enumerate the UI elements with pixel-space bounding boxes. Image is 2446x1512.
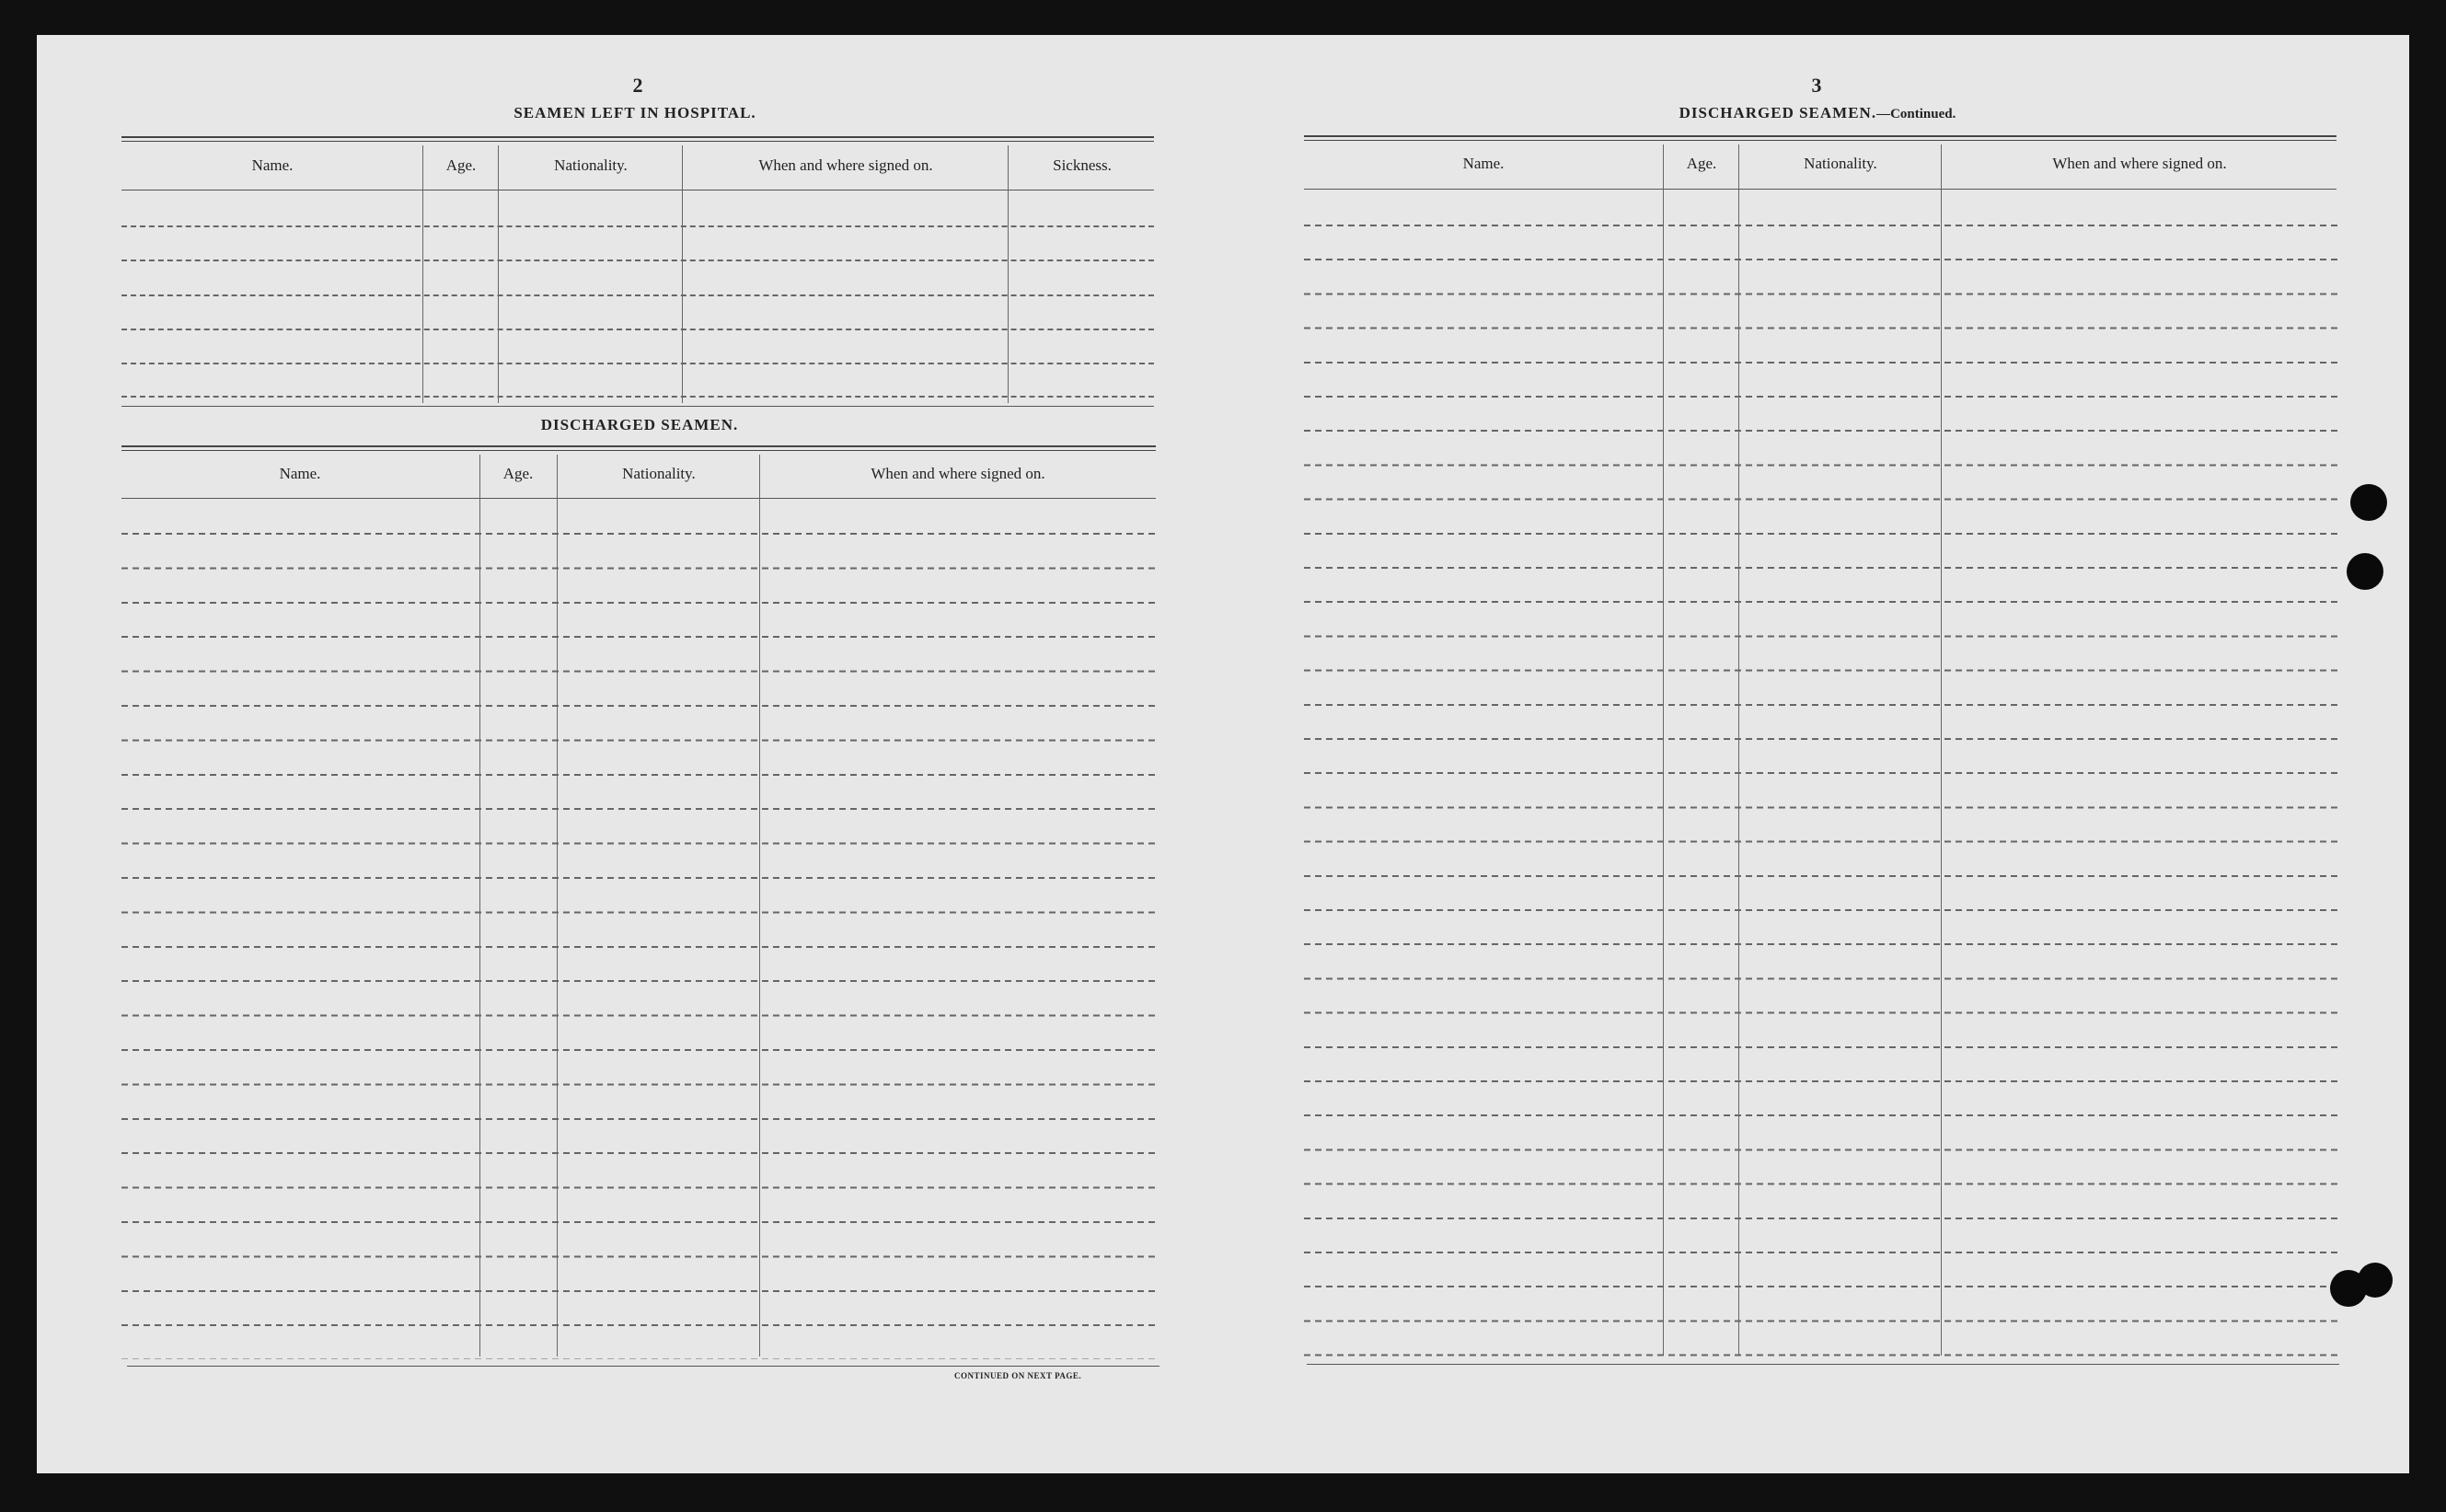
hospital-col-divider bbox=[498, 145, 499, 403]
right-page-number: 3 bbox=[1811, 74, 1822, 97]
continued-note: CONTINUED ON NEXT PAGE. bbox=[954, 1371, 1082, 1380]
discharged-col-name: Name. bbox=[279, 465, 321, 482]
hospital-entry-line bbox=[121, 396, 1154, 398]
discharged-col-nationality: Nationality. bbox=[622, 465, 696, 482]
right-top-rule bbox=[1304, 135, 2336, 141]
right-title-main: DISCHARGED SEAMEN. bbox=[1679, 104, 1877, 121]
hospital-col-divider bbox=[422, 145, 423, 403]
hospital-col-divider bbox=[1008, 145, 1009, 403]
discharged-section-title: DISCHARGED SEAMEN. bbox=[540, 416, 739, 433]
right-col-signed-on: When and where signed on. bbox=[2052, 155, 2227, 172]
hospital-entry-line bbox=[121, 260, 1154, 261]
discharged-col-age: Age. bbox=[502, 465, 534, 482]
hospital-top-rule bbox=[121, 136, 1154, 142]
punch-hole bbox=[2358, 1263, 2393, 1298]
hospital-col-name: Name. bbox=[251, 156, 294, 174]
hospital-col-signed-on: When and where signed on. bbox=[758, 156, 933, 174]
right-col-nationality: Nationality. bbox=[1804, 155, 1877, 172]
right-entry-lines bbox=[1304, 225, 2338, 1356]
hospital-col-divider bbox=[682, 145, 683, 403]
hospital-section-title: SEAMEN LEFT IN HOSPITAL. bbox=[513, 104, 756, 121]
hospital-entry-line bbox=[121, 294, 1154, 296]
left-page-number: 2 bbox=[632, 74, 643, 97]
hospital-col-sickness: Sickness. bbox=[1053, 156, 1112, 174]
hospital-entry-line bbox=[121, 363, 1154, 364]
hospital-col-nationality: Nationality. bbox=[554, 156, 628, 174]
discharged-top-rule bbox=[121, 445, 1156, 451]
punch-hole bbox=[2347, 553, 2383, 590]
discharged-entry-lines bbox=[121, 533, 1158, 1359]
hospital-bottom-rule bbox=[121, 406, 1154, 407]
hospital-entry-line bbox=[121, 225, 1154, 227]
right-col-age: Age. bbox=[1686, 155, 1717, 172]
right-header-rule bbox=[1304, 189, 2336, 190]
discharged-col-signed-on: When and where signed on. bbox=[871, 465, 1045, 482]
punch-hole bbox=[2350, 484, 2387, 521]
right-title-continued: —Continued. bbox=[1876, 107, 1956, 121]
discharged-header-rule bbox=[121, 498, 1156, 499]
right-bottom-rule bbox=[1307, 1364, 2339, 1365]
hospital-entry-line bbox=[121, 329, 1154, 330]
right-col-name: Name. bbox=[1462, 155, 1505, 172]
right-section-title bbox=[1620, 104, 2015, 122]
discharged-bottom-rule bbox=[127, 1366, 1160, 1367]
hospital-col-age: Age. bbox=[445, 156, 477, 174]
